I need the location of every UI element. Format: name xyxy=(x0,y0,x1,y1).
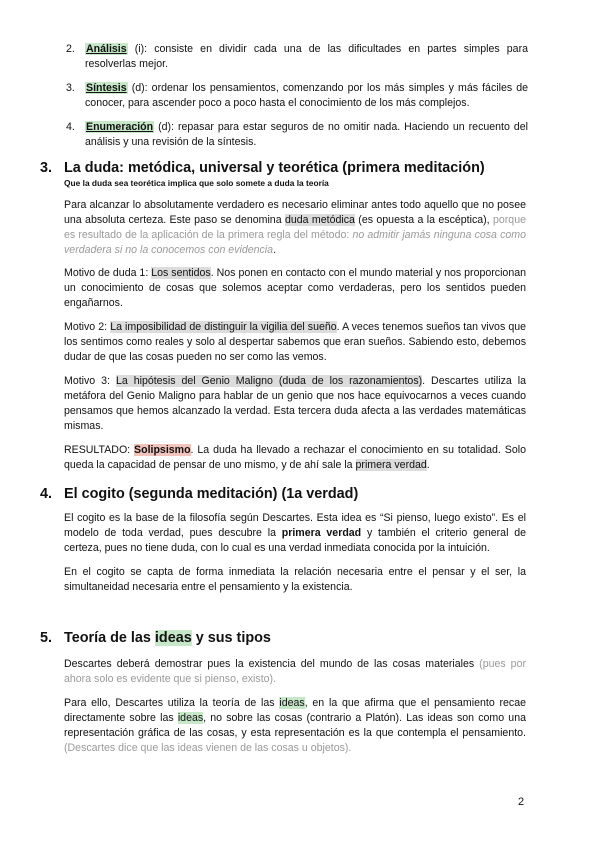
highlight-los-sentidos: Los sentidos xyxy=(151,267,211,279)
highlight-ideas: ideas xyxy=(177,712,204,724)
paragraph-cogito: El cogito es la base de la filosofía según Descartes. Esta idea es “Si pienso, luego existo”. Es el modelo de toda verdad, pues descubre la primera verdad y también el criterio general de certeza, pues no tiene duda, con lo cual es una verdad inmediata conocida por la intuición. xyxy=(64,512,526,554)
section-4-heading xyxy=(40,486,358,503)
term-sintesis: Síntesis xyxy=(86,82,127,94)
paragraph-duda-metodica: Para alcanzar lo absolutamente verdadero es necesario eliminar antes todo aquello que no posee una absoluta certeza. Este paso se denomina duda metódica (es opuesta a la escéptica), porque es resultado de la aplicación de la primera regla del método: no admitir jamás ninguna cosa como verdadera si no la conocemos con evidencia. xyxy=(64,199,527,256)
term-enumeracion: Enumeración xyxy=(86,121,154,133)
section-number: 3. xyxy=(40,160,53,176)
list-number: 4. xyxy=(66,121,75,133)
paragraph-cogito-relacion: En el cogito se capta de forma inmediata la relación necesaria entre el pensar y el ser, la simultaneidad necesaria entre el pensamiento y la existencia. xyxy=(64,566,526,593)
list-number: 3. xyxy=(66,82,75,94)
term-analisis: Análisis xyxy=(86,43,127,55)
paragraph-motivo-2: Motivo 2: La imposibilidad de distinguir la vigilia del sueño. A veces tenemos sueños tan vivos que los sentimos como reales y solo al despertar sabemos que eran sueños. Sabiendo esto, debemos dudar de que las cosas pueden no ser como las vemos. xyxy=(64,321,526,363)
list-item-analisis xyxy=(66,42,528,72)
list-text: Análisis (i): consiste en dividir cada una de las dificultades en partes simples para resolverlas mejor. xyxy=(85,43,528,70)
section-3-note: Que la duda sea teorética implica que solo somete a duda la teoría xyxy=(64,178,329,188)
paragraph-mundo-material: Descartes deberá demostrar pues la existencia del mundo de las cosas materiales (pues por ahora solo es evidente que si pienso, existo). xyxy=(64,658,526,685)
highlight-duda-metodica: duda metódica xyxy=(284,214,355,226)
list-number: 2. xyxy=(66,43,75,55)
list-text: Síntesis (d): ordenar los pensamientos, comenzando por los más simples y más fáciles de conocer, para ascender poco a poco hasta el conocimiento de los más complejos. xyxy=(85,82,528,109)
page-number: 2 xyxy=(518,796,525,808)
section-number: 5. xyxy=(40,630,53,646)
highlight-vigilia-sueno: La imposibilidad de distinguir la vigilia del sueño xyxy=(110,321,337,333)
section-number: 4. xyxy=(40,486,53,502)
section-title: La duda: metódica, universal y teorética (primera meditación) xyxy=(64,160,485,176)
section-3-heading xyxy=(40,160,485,177)
highlight-primera-verdad: primera verdad xyxy=(355,459,427,471)
highlight-ideas-title: ideas xyxy=(154,630,192,646)
paragraph-teoria-ideas: Para ello, Descartes utiliza la teoría de las ideas, en la que afirma que el pensamiento recae directamente sobre las ideas, no sobre las cosas (contrario a Platón). Las ideas son como una representación gráfica de las cosas, y esta representación es la que contempla el pensamiento. (Descartes dice que las ideas vienen de las cosas u objetos). xyxy=(64,697,526,754)
highlight-solipsismo: Solipsismo xyxy=(134,444,191,456)
bold-primera-verdad: primera verdad xyxy=(281,527,362,539)
paragraph-motivo-1: Motivo de duda 1: Los sentidos. Nos ponen en contacto con el mundo material y nos proporcionan un conocimiento de cosas que solemos aceptar como verdaderas, pero los sentidos pueden engañarnos. xyxy=(64,267,526,309)
list-item-enumeracion xyxy=(66,120,528,150)
list-item-sintesis xyxy=(66,81,528,111)
list-text: Enumeración (d): repasar para estar seguros de no omitir nada. Haciendo un recuento del análisis y una revisión de la síntesis. xyxy=(85,121,528,148)
highlight-ideas: ideas xyxy=(279,697,305,709)
paragraph-resultado: RESULTADO: Solipsismo. La duda ha llevado a rechazar el conocimiento en su totalidad. Solo queda la capacidad de pensar de uno mismo, y de ahí sale la primera verdad. xyxy=(64,444,526,471)
highlight-genio-maligno: La hipótesis del Genio Maligno (duda de los razonamientos) xyxy=(115,375,423,387)
section-title: El cogito (segunda meditación) (1a verdad) xyxy=(64,486,359,502)
section-5-heading: 5. Teoría de las ideas y sus tipos xyxy=(40,630,271,646)
paragraph-motivo-3: Motivo 3: La hipótesis del Genio Maligno (duda de los razonamientos). Descartes utiliza la metáfora del Genio Maligno para hablar de un genio que nos hace equivocarnos a veces cuando pensamos que hemos alcanzado la verdad. Esta tercera duda afecta a las verdades matemáticas mismas. xyxy=(64,375,526,432)
